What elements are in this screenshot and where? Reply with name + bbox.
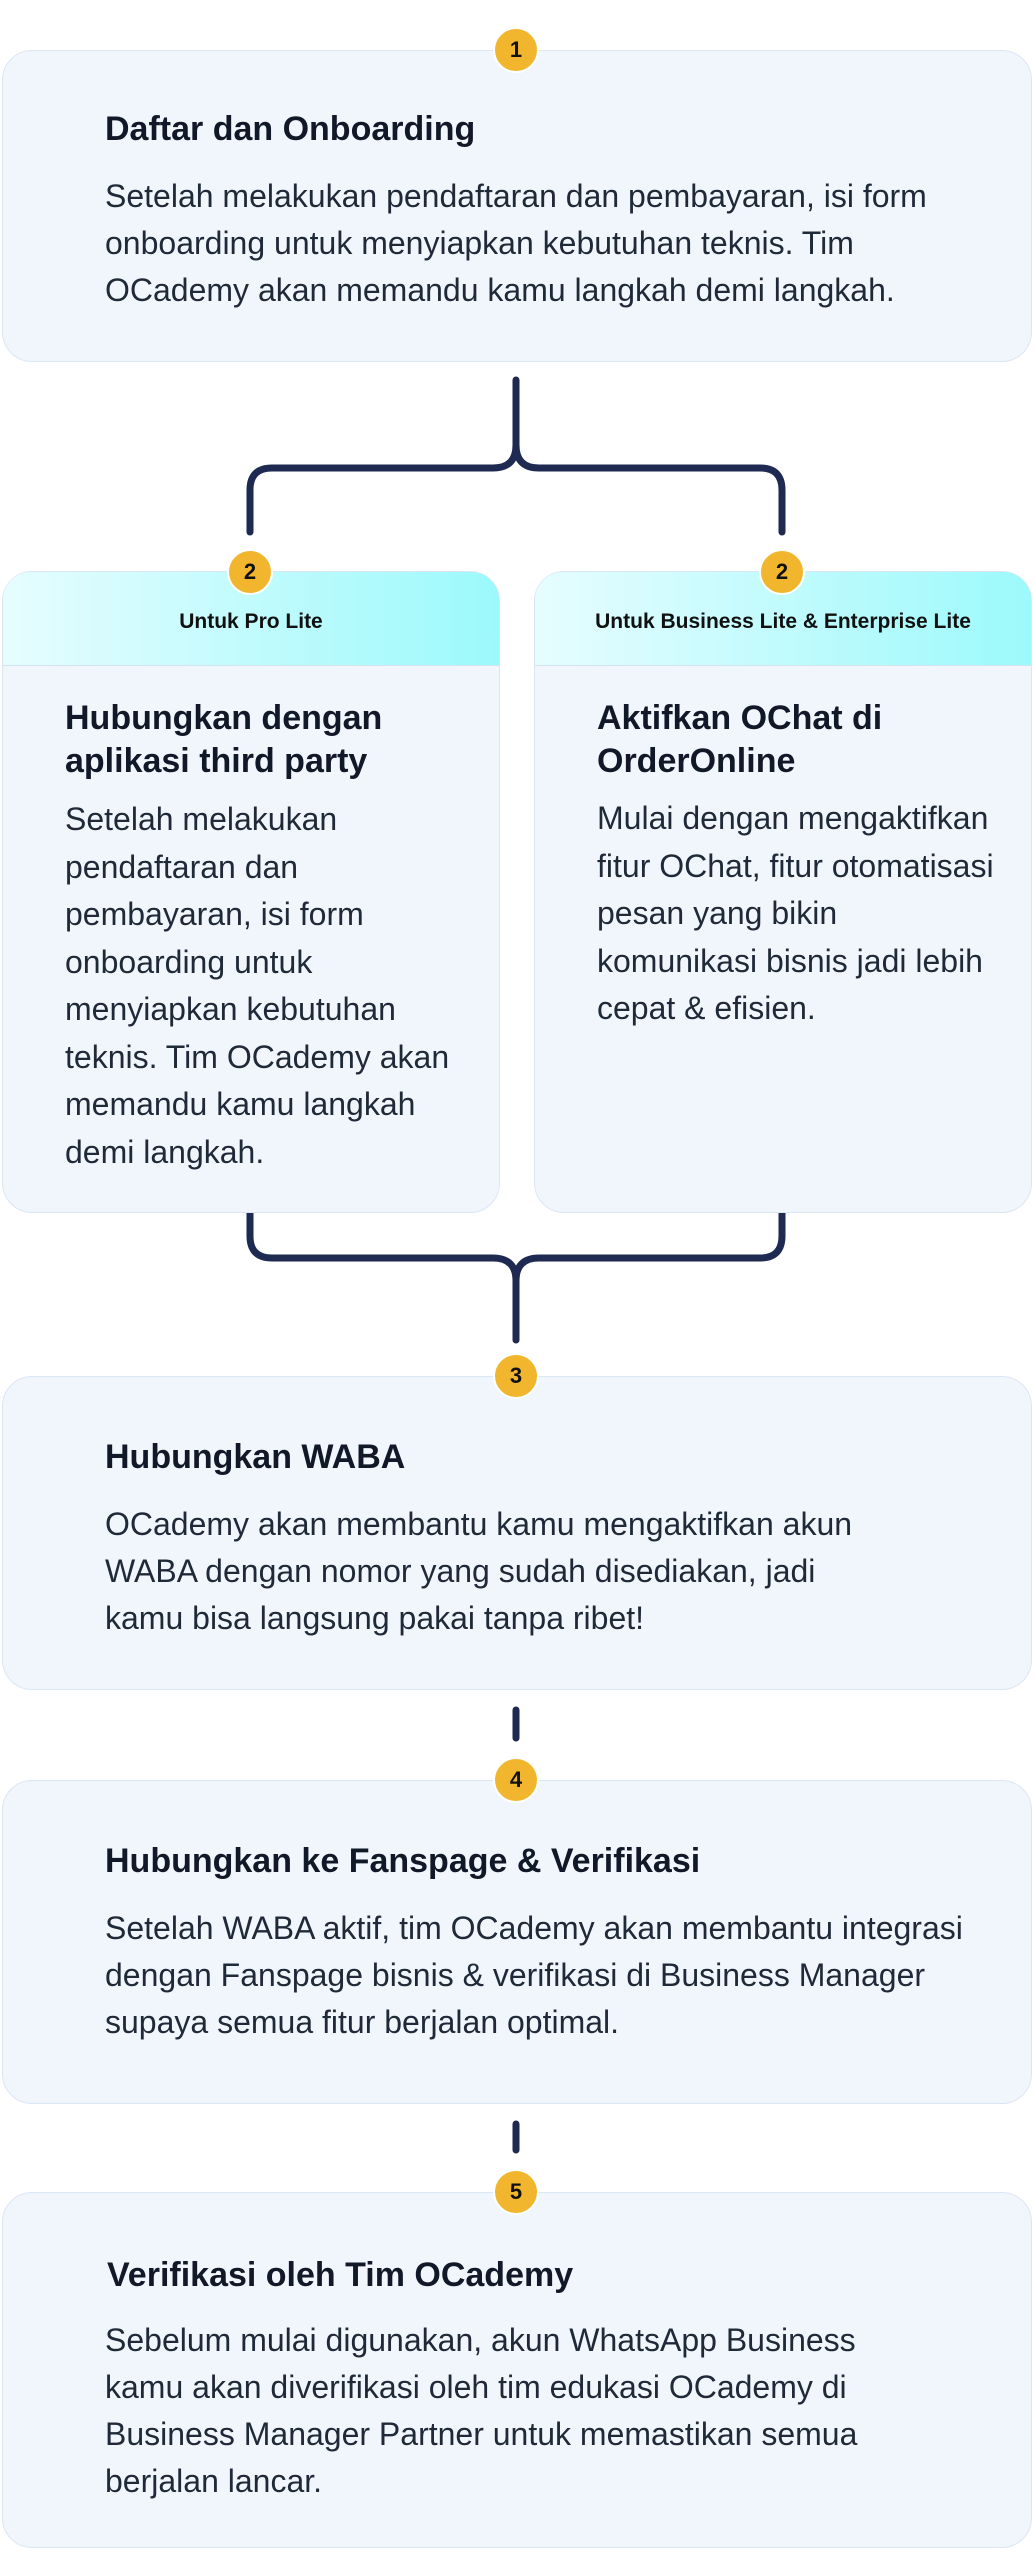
step-2b-title: Aktifkan OChat di OrderOnline xyxy=(597,699,883,780)
merge-connector xyxy=(250,1202,516,1340)
step-3-title: Hubungkan WABA xyxy=(105,1438,406,1476)
step-3-body: OCademy akan membantu kamu mengaktifkan akun WABA dengan nomor yang sudah disediakan, jadi kamu bisa langsung pakai tanpa ribet! xyxy=(105,1506,853,1636)
step-1-card xyxy=(2,50,1032,362)
step-2a-badge: 2 xyxy=(227,549,273,595)
step-2a-body: Setelah melakukan pendaftaran dan pembayaran, isi form onboarding untuk menyiapkan kebutuhan teknis. Tim OCademy akan memandu kamu langkah demi langkah. xyxy=(65,801,450,1170)
step-5-card xyxy=(2,2192,1032,2548)
step-4-card xyxy=(2,1780,1032,2104)
step-5-body: Sebelum mulai digunakan, akun WhatsApp Business kamu akan diverifikasi oleh tim edukasi OCademy di Business Manager Partner untuk memastikan semua berjalan lancar. xyxy=(105,2322,858,2499)
step-2a-title: Hubungkan dengan aplikasi third party xyxy=(65,699,383,780)
step-2b-card xyxy=(534,571,1032,1213)
step-3-badge: 3 xyxy=(493,1353,539,1399)
step-4-badge: 4 xyxy=(493,1757,539,1803)
step-1-title: Daftar dan Onboarding xyxy=(105,110,476,148)
step-3-card xyxy=(2,1376,1032,1690)
step-5-badge: 5 xyxy=(493,2169,539,2215)
step-2b-badge: 2 xyxy=(759,549,805,595)
step-4-title: Hubungkan ke Fanspage & Verifikasi xyxy=(105,1842,701,1880)
step-2a-card xyxy=(2,571,500,1213)
step-2a-header: Untuk Pro Lite xyxy=(3,572,499,666)
step-2b-header: Untuk Business Lite & Enterprise Lite xyxy=(535,572,1031,666)
step-1-badge: 1 xyxy=(493,27,539,73)
step-2b-body: Mulai dengan mengaktifkan fitur OChat, fitur otomatisasi pesan yang bikin komunikasi bisnis jadi lebih cepat & efisien. xyxy=(597,800,994,1026)
split-connector xyxy=(250,380,516,532)
step-4-body: Setelah WABA aktif, tim OCademy akan membantu integrasi dengan Fanspage bisnis & verifikasi di Business Manager supaya semua fitur berjalan optimal. xyxy=(105,1910,963,2040)
step-5-title: Verifikasi oleh Tim OCademy xyxy=(107,2256,574,2294)
step-1-body: Setelah melakukan pendaftaran dan pembayaran, isi form onboarding untuk menyiapkan kebutuhan teknis. Tim OCademy akan memandu kamu langkah demi langkah. xyxy=(105,178,927,308)
